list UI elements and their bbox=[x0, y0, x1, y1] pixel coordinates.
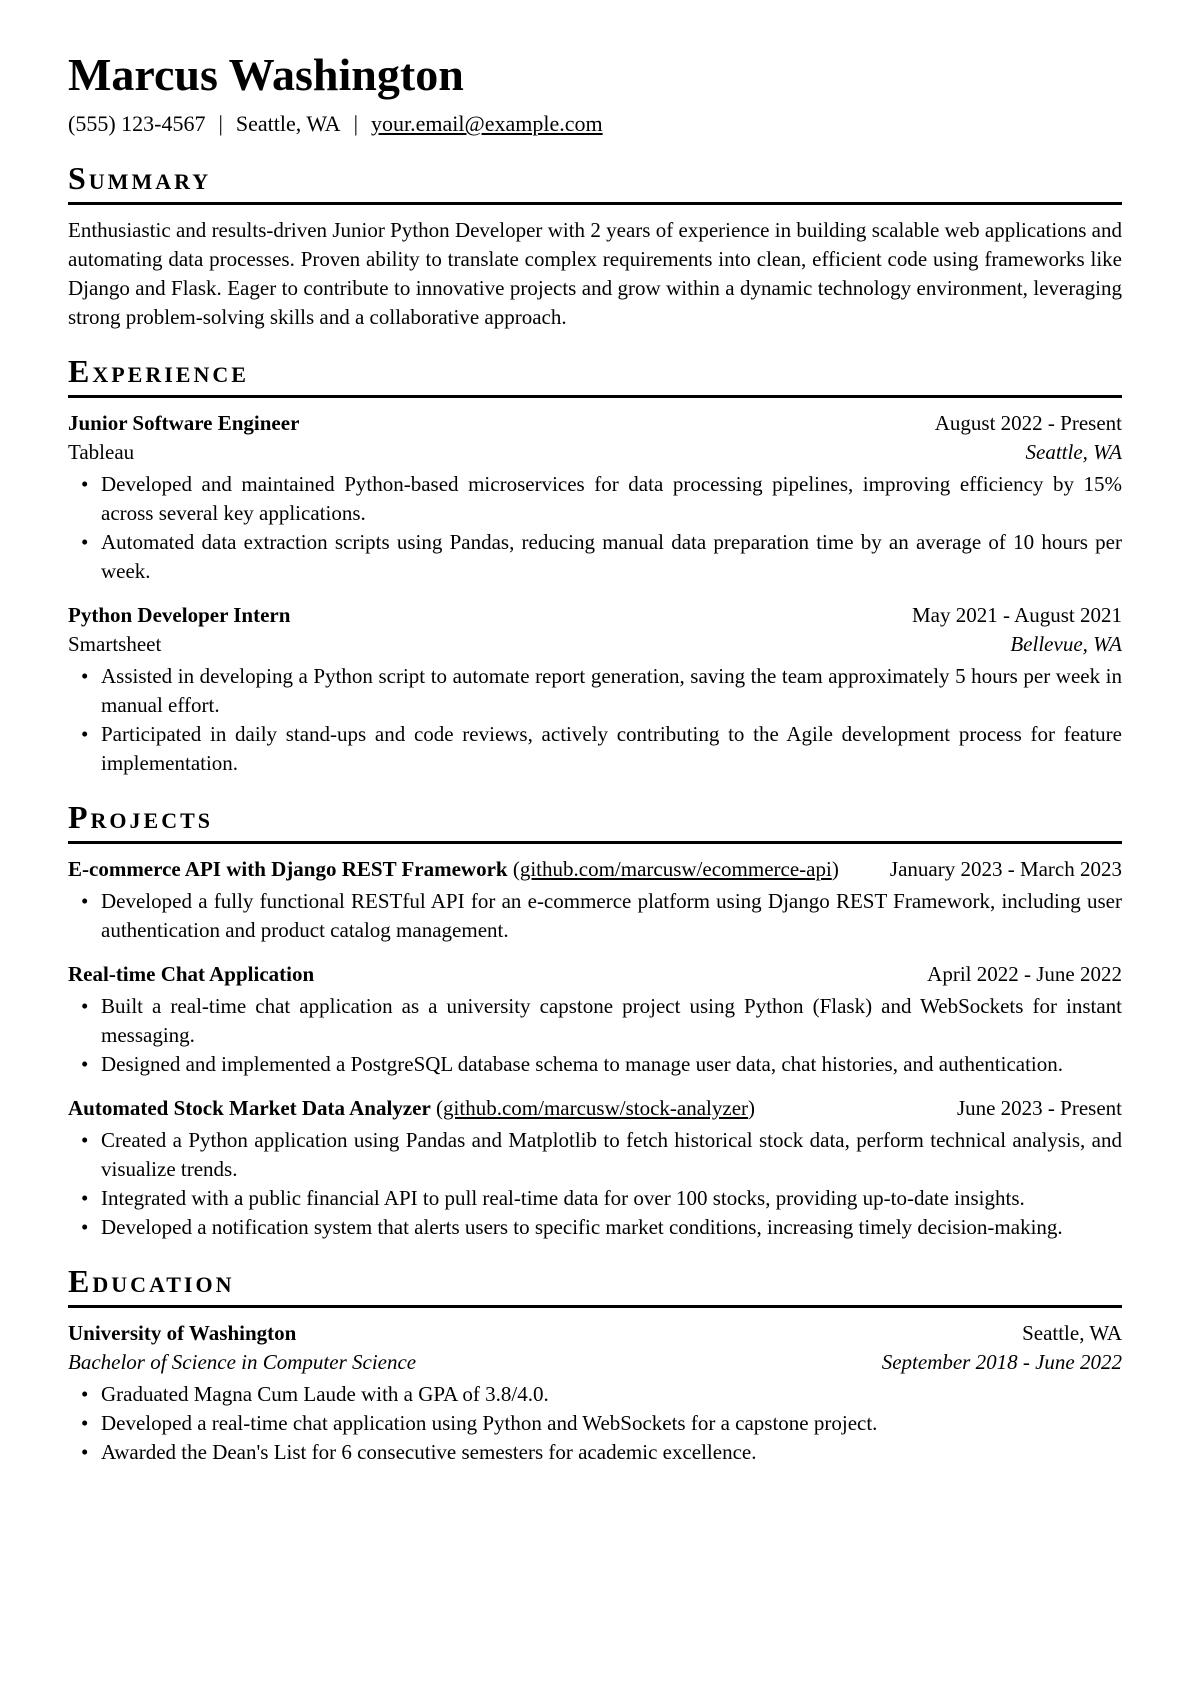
school-name: University of Washington bbox=[68, 1321, 297, 1345]
projects-section-title: Projects bbox=[68, 800, 1122, 844]
experience-entry bbox=[68, 601, 1122, 778]
job-title: Python Developer Intern bbox=[68, 603, 291, 627]
bullet-list bbox=[68, 992, 1122, 1079]
bullet-list bbox=[68, 1126, 1122, 1242]
project-dates: April 2022 - June 2022 bbox=[927, 962, 1122, 986]
project-link[interactable]: github.com/marcusw/stock-analyzer bbox=[443, 1096, 749, 1120]
summary-text: Enthusiastic and results-driven Junior Python Developer with 2 years of experience in building scalable web applications and automating data processes. Proven ability to translate complex requirements into clean, efficient code using frameworks like Django and Flask. Eager to contribute to innovative projects and grow within a dynamic technology environment, leveraging strong problem-solving skills and a collaborative approach. bbox=[68, 218, 1122, 329]
project-entry bbox=[68, 1094, 1122, 1242]
bullet-item: • Awarded the Dean's List for 6 consecutive semesters for academic excellence. bbox=[101, 1438, 1122, 1467]
bullet-item: • Created a Python application using Pandas and Matplotlib to fetch historical stock data, perform technical analysis, and visualize trends. bbox=[101, 1126, 1122, 1184]
project-title-line bbox=[68, 1094, 755, 1123]
project-title: Automated Stock Market Data Analyzer bbox=[68, 1096, 431, 1120]
bullet-item: • Designed and implemented a PostgreSQL database schema to manage user data, chat histories, and authentication. bbox=[101, 1050, 1122, 1079]
project-entry bbox=[68, 960, 1122, 1079]
project-dates: January 2023 - March 2023 bbox=[889, 857, 1122, 881]
project-dates: June 2023 - Present bbox=[956, 1096, 1122, 1120]
section-education bbox=[68, 1264, 1122, 1467]
project-title: E-commerce API with Django REST Framework bbox=[68, 857, 508, 881]
section-experience bbox=[68, 354, 1122, 778]
bullet-list bbox=[68, 887, 1122, 945]
bullet-list bbox=[68, 470, 1122, 586]
bullet-item: • Developed a real-time chat application using Python and WebSockets for a capstone project. bbox=[101, 1409, 1122, 1438]
phone-number: (555) 123-4567 bbox=[68, 111, 206, 136]
bullet-item: • Developed a fully functional RESTful API for an e-commerce platform using Django REST Framework, including user authentication and product catalog management. bbox=[101, 887, 1122, 945]
bullet-list bbox=[68, 662, 1122, 778]
bullet-item: • Participated in daily stand-ups and code reviews, actively contributing to the Agile development process for feature implementation. bbox=[101, 720, 1122, 778]
bullet-item: • Built a real-time chat application as a university capstone project using Python (Flask) and WebSockets for instant messaging. bbox=[101, 992, 1122, 1050]
job-dates: May 2021 - August 2021 bbox=[912, 603, 1122, 627]
company-name: Smartsheet bbox=[68, 632, 162, 656]
company-name: Tableau bbox=[68, 440, 135, 464]
experience-section-title: Experience bbox=[68, 354, 1122, 398]
person-name: Marcus Washington bbox=[68, 49, 464, 100]
experience-entry bbox=[68, 409, 1122, 586]
contact-line bbox=[68, 109, 1122, 139]
job-location: Bellevue, WA bbox=[1010, 632, 1122, 656]
degree: Bachelor of Science in Computer Science bbox=[68, 1350, 417, 1374]
contact-separator: | bbox=[218, 111, 223, 136]
project-title: Real-time Chat Application bbox=[68, 962, 315, 986]
project-title-line bbox=[68, 855, 839, 884]
education-entry bbox=[68, 1319, 1122, 1467]
job-title: Junior Software Engineer bbox=[68, 411, 300, 435]
section-summary bbox=[68, 161, 1122, 332]
job-location: Seattle, WA bbox=[1025, 440, 1122, 464]
bullet-list bbox=[68, 1380, 1122, 1467]
summary-section-title: Summary bbox=[68, 161, 1122, 205]
bullet-item: • Developed and maintained Python-based microservices for data processing pipelines, improving efficiency by 15% across several key applications. bbox=[101, 470, 1122, 528]
project-link[interactable]: github.com/marcusw/ecommerce-api bbox=[519, 857, 832, 881]
bullet-item: • Assisted in developing a Python script to automate report generation, saving the team approximately 5 hours per week in manual effort. bbox=[101, 662, 1122, 720]
email-link[interactable]: your.email@example.com bbox=[370, 111, 603, 136]
bullet-item: • Integrated with a public financial API to pull real-time data for over 100 stocks, providing up-to-date insights. bbox=[101, 1184, 1122, 1213]
project-entry bbox=[68, 855, 1122, 945]
bullet-item: • Automated data extraction scripts using Pandas, reducing manual data preparation time by an average of 10 hours per week. bbox=[101, 528, 1122, 586]
section-projects bbox=[68, 800, 1122, 1242]
contact-separator: | bbox=[353, 111, 358, 136]
contact-location: Seattle, WA bbox=[235, 111, 341, 136]
school-location: Seattle, WA bbox=[1022, 1321, 1122, 1345]
bullet-item: • Graduated Magna Cum Laude with a GPA of 3.8/4.0. bbox=[101, 1380, 1122, 1409]
education-section-title: Education bbox=[68, 1264, 1122, 1308]
education-dates: September 2018 - June 2022 bbox=[881, 1350, 1122, 1374]
project-link-wrapper bbox=[508, 857, 839, 881]
project-link-wrapper bbox=[431, 1096, 755, 1120]
job-dates: August 2022 - Present bbox=[934, 411, 1122, 435]
bullet-item: • Developed a notification system that alerts users to specific market conditions, increasing timely decision-making. bbox=[101, 1213, 1122, 1242]
